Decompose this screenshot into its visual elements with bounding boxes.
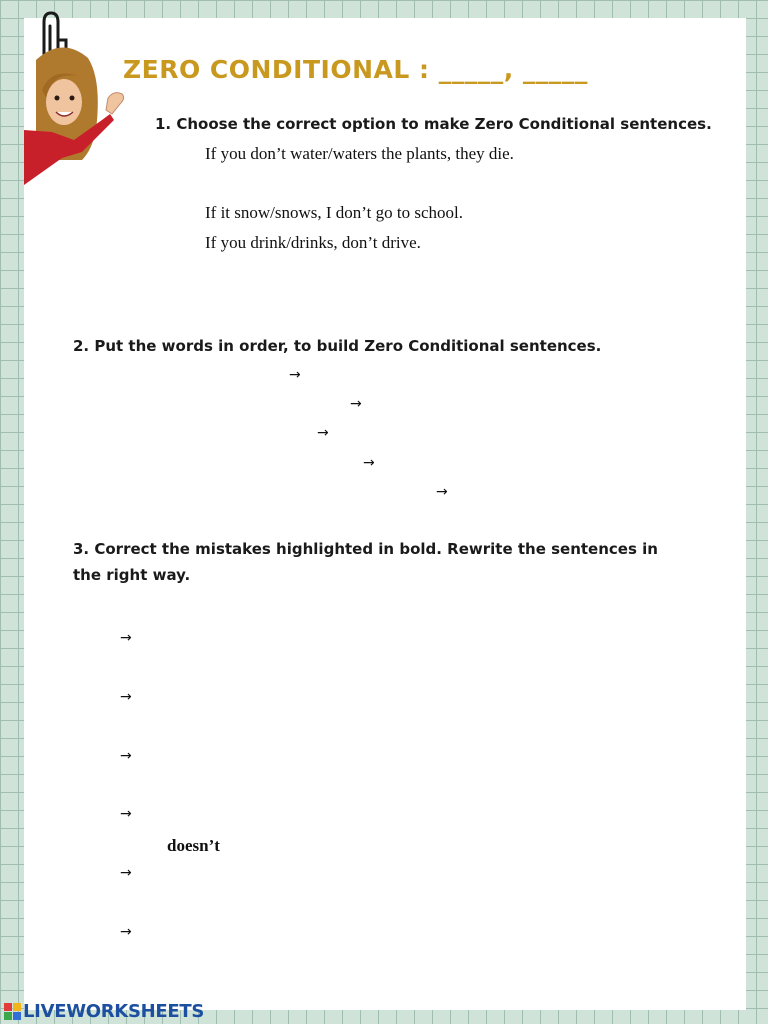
arrow-icon: →: [120, 865, 132, 881]
sentence-1: If you don’t water/waters the plants, they die.: [205, 144, 514, 163]
footer-brand[interactable]: [4, 1001, 204, 1021]
brand-name: LIVEWORKSHEETS: [23, 1000, 205, 1022]
section1-heading: 1. Choose the correct option to make Zero Conditional sentences.: [155, 115, 712, 133]
section3-heading: 3. Correct the mistakes highlighted in bold. Rewrite the sentences in the right way.: [73, 540, 658, 584]
sentence-2: If it snow/snows, I don’t go to school.: [205, 203, 463, 222]
arrow-icon: →: [120, 924, 132, 940]
arrow-icon: →: [120, 806, 132, 822]
arrow-icon: →: [120, 630, 132, 646]
liveworksheets-logo-icon: [4, 1003, 21, 1020]
arrow-icon: →: [317, 425, 329, 441]
teacher-avatar-icon: [22, 40, 132, 190]
arrow-icon: →: [120, 689, 132, 705]
worksheet-page: [24, 18, 746, 1010]
highlighted-word: doesn’t: [167, 836, 220, 855]
sentence-3: If you drink/drinks, don’t drive.: [205, 233, 421, 252]
arrow-icon: →: [436, 484, 448, 500]
arrow-icon: →: [350, 396, 362, 412]
arrow-icon: →: [120, 748, 132, 764]
page-title: ZERO CONDITIONAL : _____, _____: [123, 55, 588, 84]
arrow-icon: →: [363, 455, 375, 471]
section2-heading: 2. Put the words in order, to build Zero Conditional sentences.: [73, 337, 602, 355]
arrow-icon: →: [289, 367, 301, 383]
